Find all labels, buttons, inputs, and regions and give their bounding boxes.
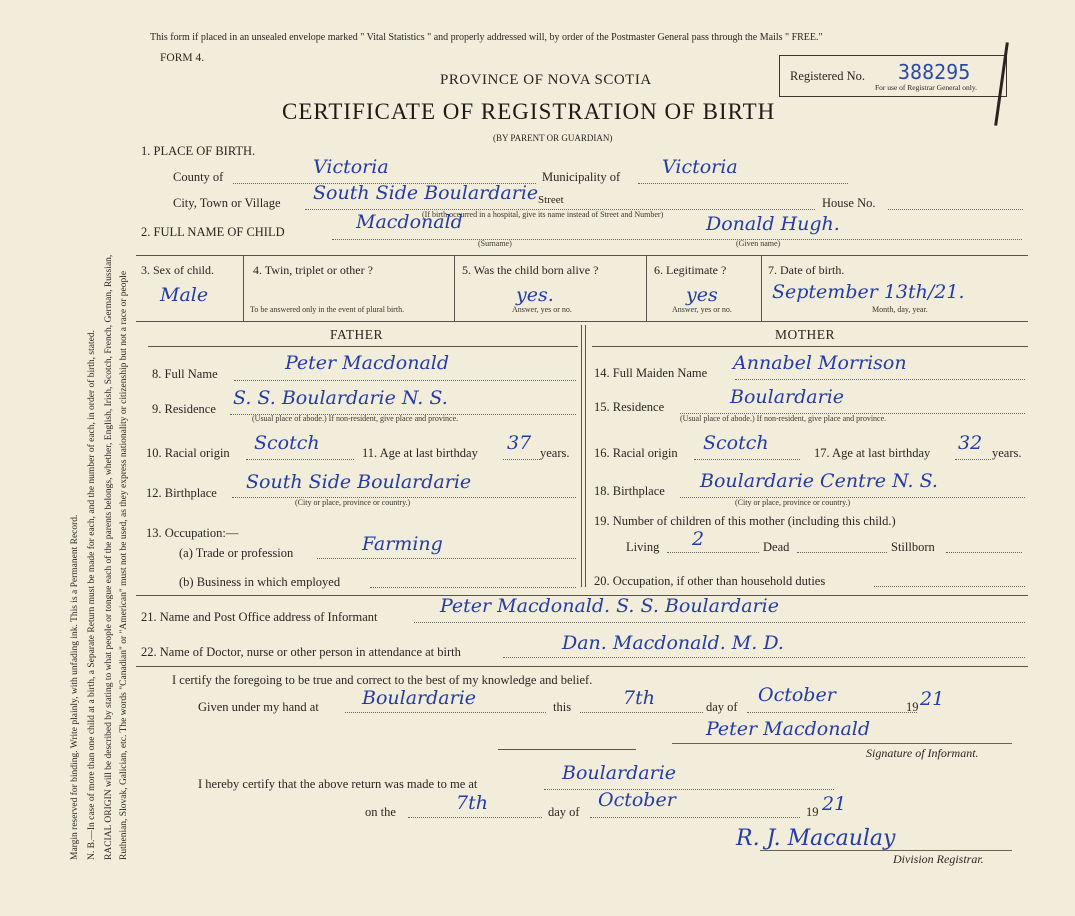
mother-age-value: 32 (958, 432, 983, 454)
father-age-years: years. (540, 446, 570, 460)
this-label: this (553, 700, 572, 714)
father-racial-origin-label: 10. Racial origin (146, 446, 230, 460)
margin-note-binding: Margin reserved for binding. Write plainly, with unfading ink. This is a Permanent Record. (70, 514, 80, 860)
mother-racial-origin-value: Scotch (703, 432, 769, 454)
born-alive-value: yes. (516, 284, 554, 306)
mother-name-value: Annabel Morrison (733, 352, 907, 374)
father-residence-note: (Usual place of abode.) If non-resident, give place and province. (252, 414, 459, 423)
doctor-label: 22. Name of Doctor, nurse or other person in attendance at birth (141, 645, 461, 659)
twin-note: To be answered only in the event of plural birth. (250, 305, 405, 314)
father-age-label: 11. Age at last birthday (362, 446, 478, 460)
given-year-value: 21 (920, 688, 945, 710)
given-name-note: (Given name) (736, 239, 781, 248)
informant-value: Peter Macdonald. S. S. Boulardarie (440, 595, 779, 617)
mother-racial-origin-label: 16. Racial origin (594, 446, 678, 460)
mother-heading: MOTHER (775, 327, 835, 342)
certify-statement: I certify the foregoing to be true and correct to the best of my knowledge and belief. (172, 673, 593, 687)
province-heading: PROVINCE OF NOVA SCOTIA (440, 72, 652, 88)
city-label: City, Town or Village (173, 196, 281, 210)
registrar-note: For use of Registrar General only. (875, 83, 977, 92)
twin-label: 4. Twin, triplet or other ? (253, 263, 373, 277)
child-name-label: 2. FULL NAME OF CHILD (141, 225, 285, 239)
sex-value: Male (160, 284, 209, 306)
registrar-signature-label: Division Registrar. (893, 852, 984, 866)
given-month-value: October (758, 684, 836, 706)
informant-signature: Peter Macdonald (706, 718, 871, 740)
mother-age-years: years. (992, 446, 1022, 460)
child-given-name-value: Donald Hugh. (706, 213, 840, 235)
father-occupation-label: 13. Occupation:— (146, 526, 239, 540)
registrar-statement: I hereby certify that the above return was made to me at (198, 777, 478, 791)
date-of-birth-label: 7. Date of birth. (768, 263, 845, 277)
children-count-label: 19. Number of children of this mother (including this child.) (594, 514, 896, 528)
municipality-label: Municipality of (542, 170, 621, 184)
surname-note: (Surname) (478, 239, 512, 248)
living-value: 2 (692, 528, 705, 550)
father-birthplace-note: (City or place, province or country.) (295, 498, 411, 507)
father-residence-value: S. S. Boulardarie N. S. (233, 387, 448, 409)
registrar-signature: R. J. Macaulay (736, 826, 896, 851)
stillborn-label: Stillborn (891, 540, 935, 554)
living-label: Living (626, 540, 660, 554)
hospital-note: (If birth occurred in a hospital, give its name instead of Street and Number) (422, 210, 664, 219)
father-age-value: 37 (507, 432, 532, 454)
mother-name-label: 14. Full Maiden Name (594, 366, 708, 380)
child-surname-value: Macdonald (356, 211, 463, 233)
registrar-day-value: 7th (456, 792, 488, 814)
father-heading: FATHER (330, 327, 384, 342)
date-of-birth-note: Month, day, year. (872, 305, 928, 314)
doctor-value: Dan. Macdonald. M. D. (562, 632, 784, 654)
place-of-birth-label: 1. PLACE OF BIRTH. (141, 144, 256, 158)
margin-note-racial-origin-cont: Ruthenian, Slovak, Galician, etc. The words "Canadian" or "American" must not be used, as they express nationality or citizenship but not a race or people (119, 270, 129, 860)
registrar-place-value: Boulardarie (562, 762, 677, 784)
certificate-subtitle: (BY PARENT OR GUARDIAN) (493, 133, 613, 143)
father-name-value: Peter Macdonald (285, 352, 450, 374)
municipality-value: Victoria (662, 156, 738, 178)
born-alive-note: Answer, yes or no. (512, 305, 572, 314)
sex-label: 3. Sex of child. (141, 263, 214, 277)
legitimate-note: Answer, yes or no. (672, 305, 732, 314)
registrar-year-value: 21 (822, 793, 847, 815)
given-day-of-label: day of (706, 700, 738, 714)
dead-label: Dead (763, 540, 790, 554)
mother-residence-label: 15. Residence (594, 400, 665, 414)
registrar-month-value: October (598, 789, 676, 811)
registered-number: 388295 (898, 60, 971, 84)
registrar-day-of-label: day of (548, 805, 580, 819)
mail-notice: This form if placed in an unsealed envelope marked " Vital Statistics " and properly addressed will, by order of the Postmaster General pass through the Mails " FREE." (150, 32, 823, 43)
margin-note-multiple-births: N. B.—In case of more than one child at a birth, a Separate Return must be made for each, and the number of each, in order of birth, stated. (87, 330, 97, 860)
mother-birthplace-label: 18. Birthplace (594, 484, 665, 498)
mother-occupation-label: 20. Occupation, if other than household duties (594, 574, 826, 588)
mother-residence-value: Boulardarie (730, 386, 845, 408)
county-label: County of (173, 170, 224, 184)
registration-box (779, 55, 1007, 97)
county-value: Victoria (313, 156, 389, 178)
informant-label: 21. Name and Post Office address of Informant (141, 610, 378, 624)
given-day-value: 7th (623, 687, 655, 709)
legitimate-label: 6. Legitimate ? (654, 263, 727, 277)
mother-residence-note: (Usual place of abode.) If non-resident, give place and province. (680, 414, 887, 423)
margin-note-racial-origin: RACIAL ORIGIN will be described by stating to what people or tongue each of the parents belongs, whether, English, Irish, Scotch, French, German, Russian, (104, 254, 114, 860)
registered-label: Registered No. (790, 69, 865, 83)
father-birthplace-value: South Side Boulardarie (246, 471, 472, 493)
registrar-year-prefix: 19 (806, 805, 819, 819)
informant-signature-label: Signature of Informant. (866, 746, 979, 760)
mother-birthplace-note: (City or place, province or country.) (735, 498, 851, 507)
city-value: South Side Boulardarie (313, 182, 539, 204)
given-year-prefix: 19 (906, 700, 919, 714)
form-number: FORM 4. (160, 52, 205, 64)
business-label: (b) Business in which employed (179, 575, 341, 589)
trade-label: (a) Trade or profession (179, 546, 294, 560)
given-under-hand-label: Given under my hand at (198, 700, 319, 714)
born-alive-label: 5. Was the child born alive ? (462, 263, 599, 277)
father-birthplace-label: 12. Birthplace (146, 486, 217, 500)
trade-value: Farming (362, 533, 443, 555)
mother-age-label: 17. Age at last birthday (814, 446, 931, 460)
house-no-label: House No. (822, 196, 876, 210)
father-name-label: 8. Full Name (152, 367, 218, 381)
given-place-value: Boulardarie (362, 687, 477, 709)
registrar-on-the-label: on the (365, 805, 396, 819)
date-of-birth-value: September 13th/21. (772, 281, 965, 303)
mother-birthplace-value: Boulardarie Centre N. S. (700, 470, 938, 492)
father-residence-label: 9. Residence (152, 402, 216, 416)
certificate-title: CERTIFICATE OF REGISTRATION OF BIRTH (282, 99, 776, 124)
street-label: Street (538, 194, 564, 206)
legitimate-value: yes (686, 284, 718, 306)
father-racial-origin-value: Scotch (254, 432, 320, 454)
